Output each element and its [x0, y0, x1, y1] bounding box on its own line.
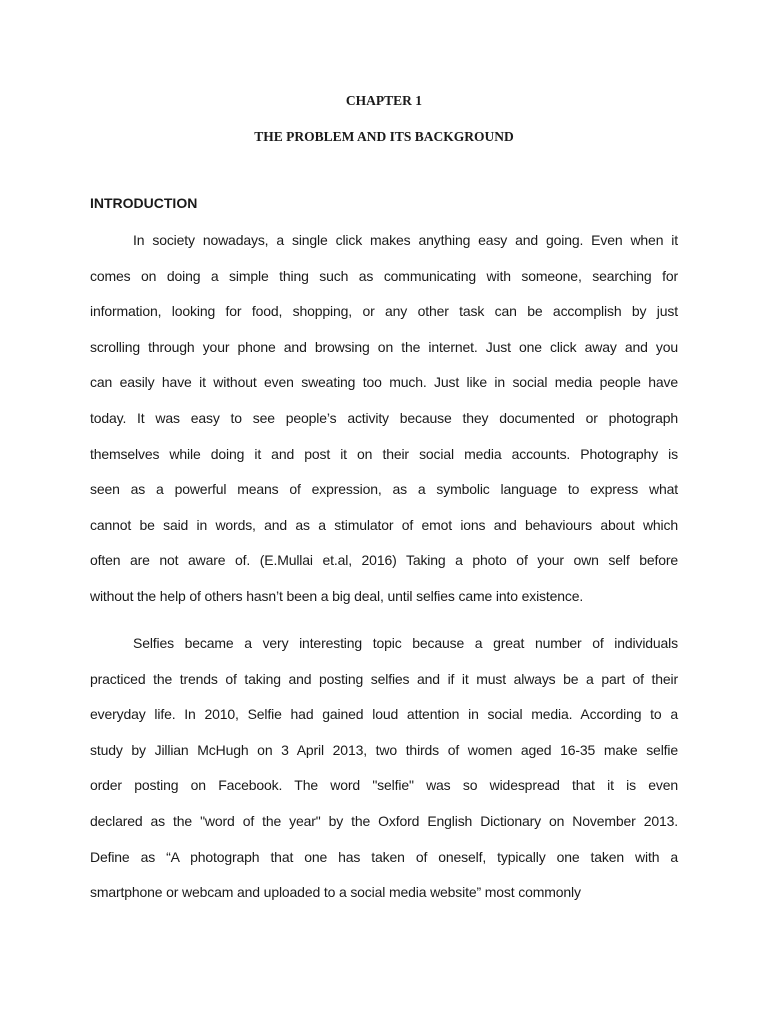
paragraph-line: comes on doing a simple thing such as communicating with someone, searching for [90, 267, 678, 284]
paragraph-line: information, looking for food, shopping, or any other task can be accomplish by just [90, 303, 678, 320]
paragraph-line: Define as “A photograph that one has taken of oneself, typically one taken with a [90, 848, 678, 865]
paragraph-line: In society nowadays, a single click makes anything easy and going. Even when it [133, 232, 678, 248]
paragraph-line: study by Jillian McHugh on 3 April 2013, two thirds of women aged 16-35 make selfie [90, 741, 678, 758]
paragraph-line: everyday life. In 2010, Selfie had gained loud attention in social media. According to a [90, 706, 678, 723]
paragraph-line: seen as a powerful means of expression, as a symbolic language to express what [90, 481, 678, 498]
paragraph-line: can easily have it without even sweating too much. Just like in social media people have [90, 374, 678, 391]
paragraph-line: often are not aware of. (E.Mullai et.al, 2016) Taking a photo of your own self before [90, 552, 678, 569]
paragraph-line: practiced the trends of taking and posting selfies and if it must always be a part of their [90, 670, 678, 687]
paragraph-line: scrolling through your phone and browsing on the internet. Just one click away and you [90, 338, 678, 355]
paragraph-line: today. It was easy to see people’s activity because they documented or photograph [90, 410, 678, 426]
paragraph-line: Selfies became a very interesting topic because a great number of individuals [133, 635, 678, 651]
paragraph-line: smartphone or webcam and uploaded to a social media website” most commonly [90, 884, 581, 901]
chapter-number: CHAPTER 1 [345, 93, 423, 108]
chapter-title: THE PROBLEM AND ITS BACKGROUND [254, 129, 514, 144]
paragraph-line: cannot be said in words, and as a stimulator of emot ions and behaviours about which [90, 516, 678, 533]
section-heading: INTRODUCTION [90, 195, 198, 211]
paragraph-line: themselves while doing it and post it on their social media accounts. Photography is [90, 445, 678, 462]
paragraph-line: without the help of others hasn’t been a big deal, until selfies came into existence. [90, 588, 584, 604]
paragraph-line: order posting on Facebook. The word "selfie" was so widespread that it is even [90, 777, 678, 794]
paragraph-line: declared as the "word of the year" by the Oxford English Dictionary on November 2013. [90, 813, 678, 829]
